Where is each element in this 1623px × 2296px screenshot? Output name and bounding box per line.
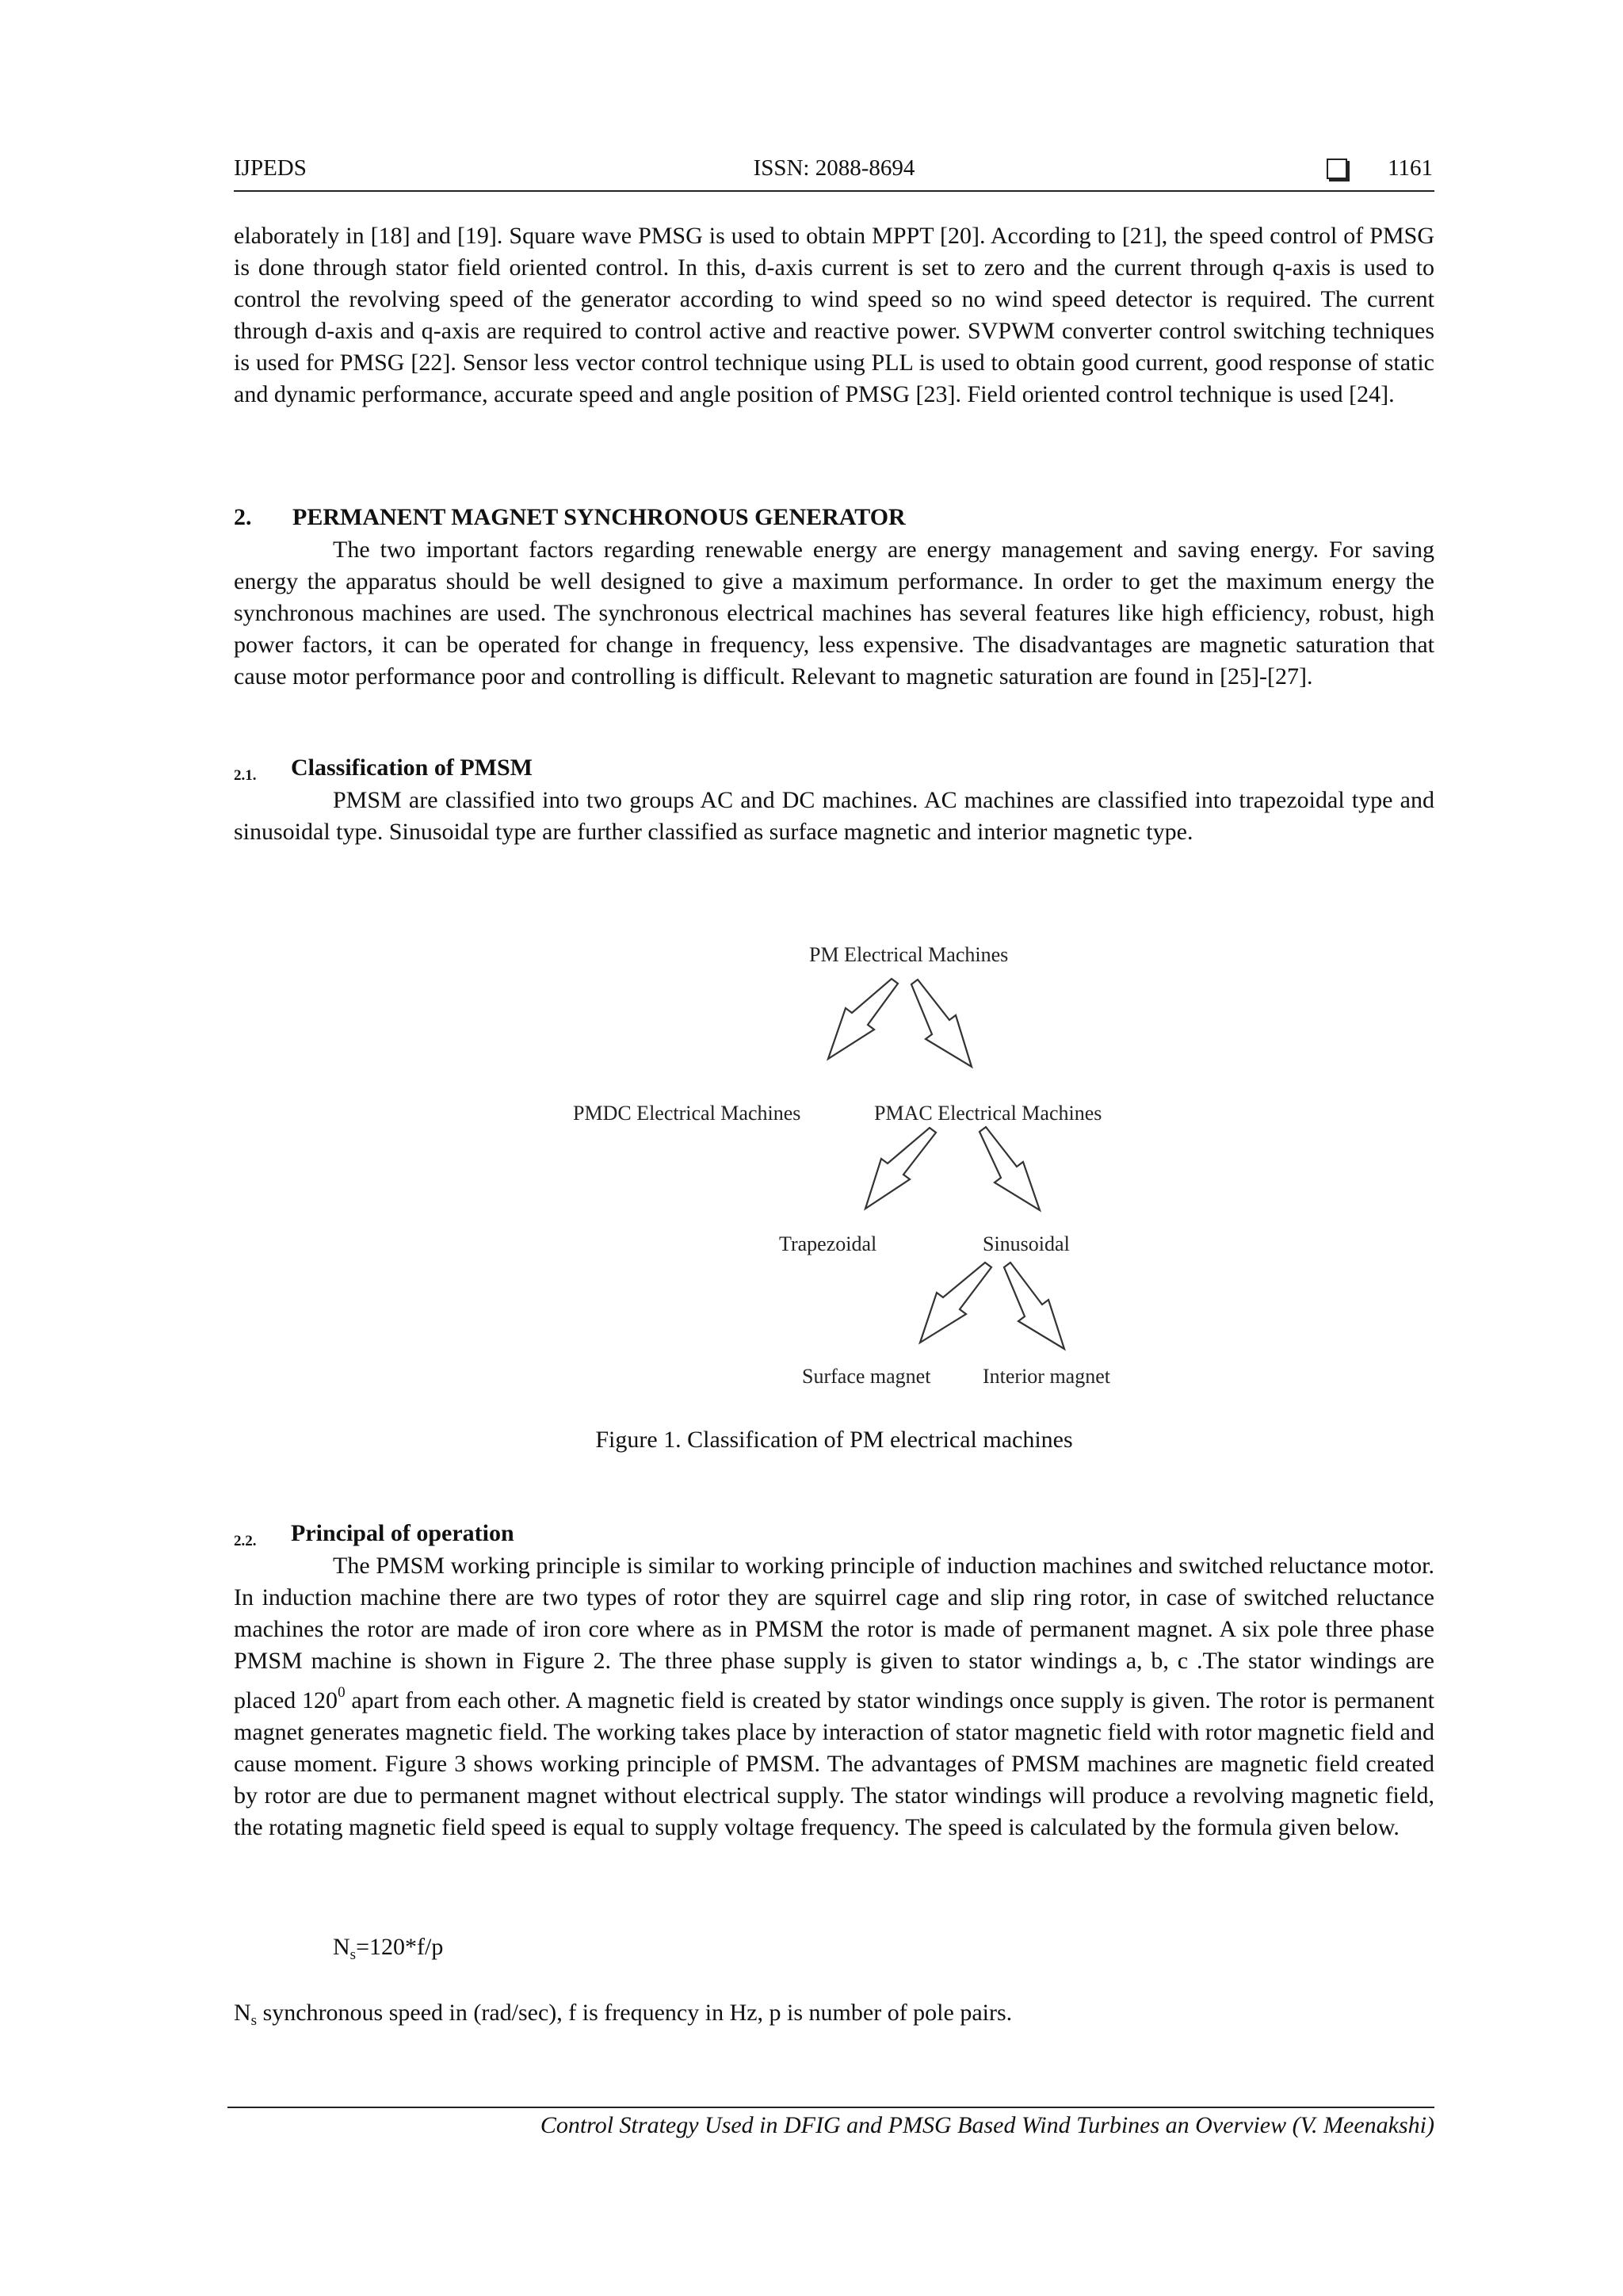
arrow-sinusoidal-to-surface bbox=[920, 1263, 991, 1343]
formula-symbol: N bbox=[333, 1934, 350, 1960]
paragraph-text-a: The PMSM working principle is similar to working principle of induction machines and switched reluctance motor. In induction machine there are two types of rotor they are squirrel cage and slip ring rotor, in case of switched reluctance machines the rotor are made of iron core where as in PMSM the rotor is made of permanent magnet. A six pole three phase PMSM machine is shown in Figure 2. The three phase supply is given to stator windings a, b, c .The stator windings are placed 120 bbox=[234, 1553, 1434, 1713]
paragraph-text-b: apart from each other. A magnetic field is created by stator windings once supply is given. The rotor is permanent magnet generates magnetic field. The working takes place by interaction of stator magnetic field with rotor magnetic field and cause moment. Figure 3 shows working principle of PMSM. The advantages of PMSM machines are magnetic field created by rotor are due to permanent magnet without electrical supply. The stator windings will produce a revolving magnetic field, the rotating magnetic field speed is equal to supply voltage frequency. The speed is calculated by the formula given below. bbox=[234, 1687, 1435, 1840]
synchronous-speed-formula bbox=[333, 1934, 443, 1964]
arrow-root-to-pmdc bbox=[828, 979, 898, 1059]
checkbox-square-icon bbox=[1327, 159, 1347, 179]
running-footer: Control Strategy Used in DFIG and PMSG Based Wind Turbines an Overview (V. Meenakshi) bbox=[540, 2112, 1434, 2138]
section-title: Classification of PMSM bbox=[291, 755, 533, 781]
intro-paragraph: elaborately in [18] and [19]. Square wave PMSG is used to obtain MPPT [20]. According to [21], the speed control of PMSG is done through stator field oriented control. In this, d-axis current is set to zero and the current through q-axis is used to control the revolving speed of the generator according to wind speed so no wind speed detector is required. The current through d-axis and q-axis are required to control active and reactive power. SVPWM converter control switching techniques is used for PMSG [22]. Sensor less vector control technique using PLL is used to obtain good current, good response of static and dynamic performance, accurate speed and angle position of PMSG [23]. Field oriented control technique is used [24]. bbox=[234, 223, 1434, 407]
node-pmdc-electrical-machines: PMDC Electrical Machines bbox=[573, 1102, 801, 1125]
arrow-sinusoidal-to-interior bbox=[1004, 1263, 1064, 1349]
formula-expression: =120*f/p bbox=[356, 1934, 444, 1960]
section-number: 2.2. bbox=[234, 1533, 257, 1549]
diagram-arrows bbox=[555, 935, 1141, 1411]
node-trapezoidal: Trapezoidal bbox=[779, 1232, 877, 1255]
section-2-2-paragraph bbox=[234, 1550, 1434, 1843]
degree-superscript: 0 bbox=[338, 1684, 346, 1701]
explanation-text: synchronous speed in (rad/sec), f is frequency in Hz, p is number of pole pairs. bbox=[257, 2000, 1013, 2026]
section-title: Principal of operation bbox=[291, 1520, 514, 1546]
arrow-pmac-to-trapezoidal bbox=[865, 1128, 936, 1209]
section-2-1-paragraph: PMSM are classified into two groups AC and DC machines. AC machines are classified into trapezoidal type and sinusoidal type. Sinusoidal type are further classified as surface magnetic and interior magnetic type. bbox=[234, 787, 1434, 845]
issn: ISSN: 2088-8694 bbox=[753, 155, 915, 181]
journal-name: IJPEDS bbox=[234, 155, 307, 181]
arrow-root-to-pmac bbox=[911, 980, 972, 1067]
node-sinusoidal: Sinusoidal bbox=[983, 1232, 1070, 1255]
node-surface-magnet: Surface magnet bbox=[802, 1365, 931, 1388]
figure-1-diagram bbox=[555, 935, 1141, 1411]
page-number: 1161 bbox=[1388, 155, 1433, 181]
running-header bbox=[234, 155, 1434, 192]
section-2-1-heading bbox=[234, 755, 533, 785]
section-number: 2. bbox=[234, 504, 252, 530]
section-number: 2.1. bbox=[234, 767, 257, 784]
arrow-pmac-to-sinusoidal bbox=[980, 1127, 1040, 1210]
node-pmac-electrical-machines: PMAC Electrical Machines bbox=[874, 1102, 1102, 1125]
footer-rule bbox=[227, 2107, 1434, 2108]
section-2-paragraph: The two important factors regarding renewable energy are energy management and saving energy. For saving energy the apparatus should be well designed to give a maximum performance. In order to get the maximum energy the synchronous machines are used. The synchronous electrical machines has several features like high efficiency, robust, high power factors, it can be operated for change in frequency, less expensive. The disadvantages are magnetic saturation that cause motor performance poor and controlling is difficult. Relevant to magnetic saturation are found in [25]-[27]. bbox=[234, 537, 1434, 690]
figure-1-caption: Figure 1. Classification of PM electrical machines bbox=[595, 1427, 1073, 1453]
node-interior-magnet: Interior magnet bbox=[983, 1365, 1110, 1388]
formula-subscript: s bbox=[349, 1946, 357, 1963]
node-pm-electrical-machines: PM Electrical Machines bbox=[809, 943, 1009, 966]
formula-explanation bbox=[234, 1997, 1434, 2037]
symbol-subscript: s bbox=[250, 2012, 258, 2029]
symbol: N bbox=[234, 2000, 251, 2026]
section-title: PERMANENT MAGNET SYNCHRONOUS GENERATOR bbox=[292, 504, 906, 530]
section-2-2-heading bbox=[234, 1520, 514, 1550]
section-2-heading bbox=[234, 504, 906, 531]
